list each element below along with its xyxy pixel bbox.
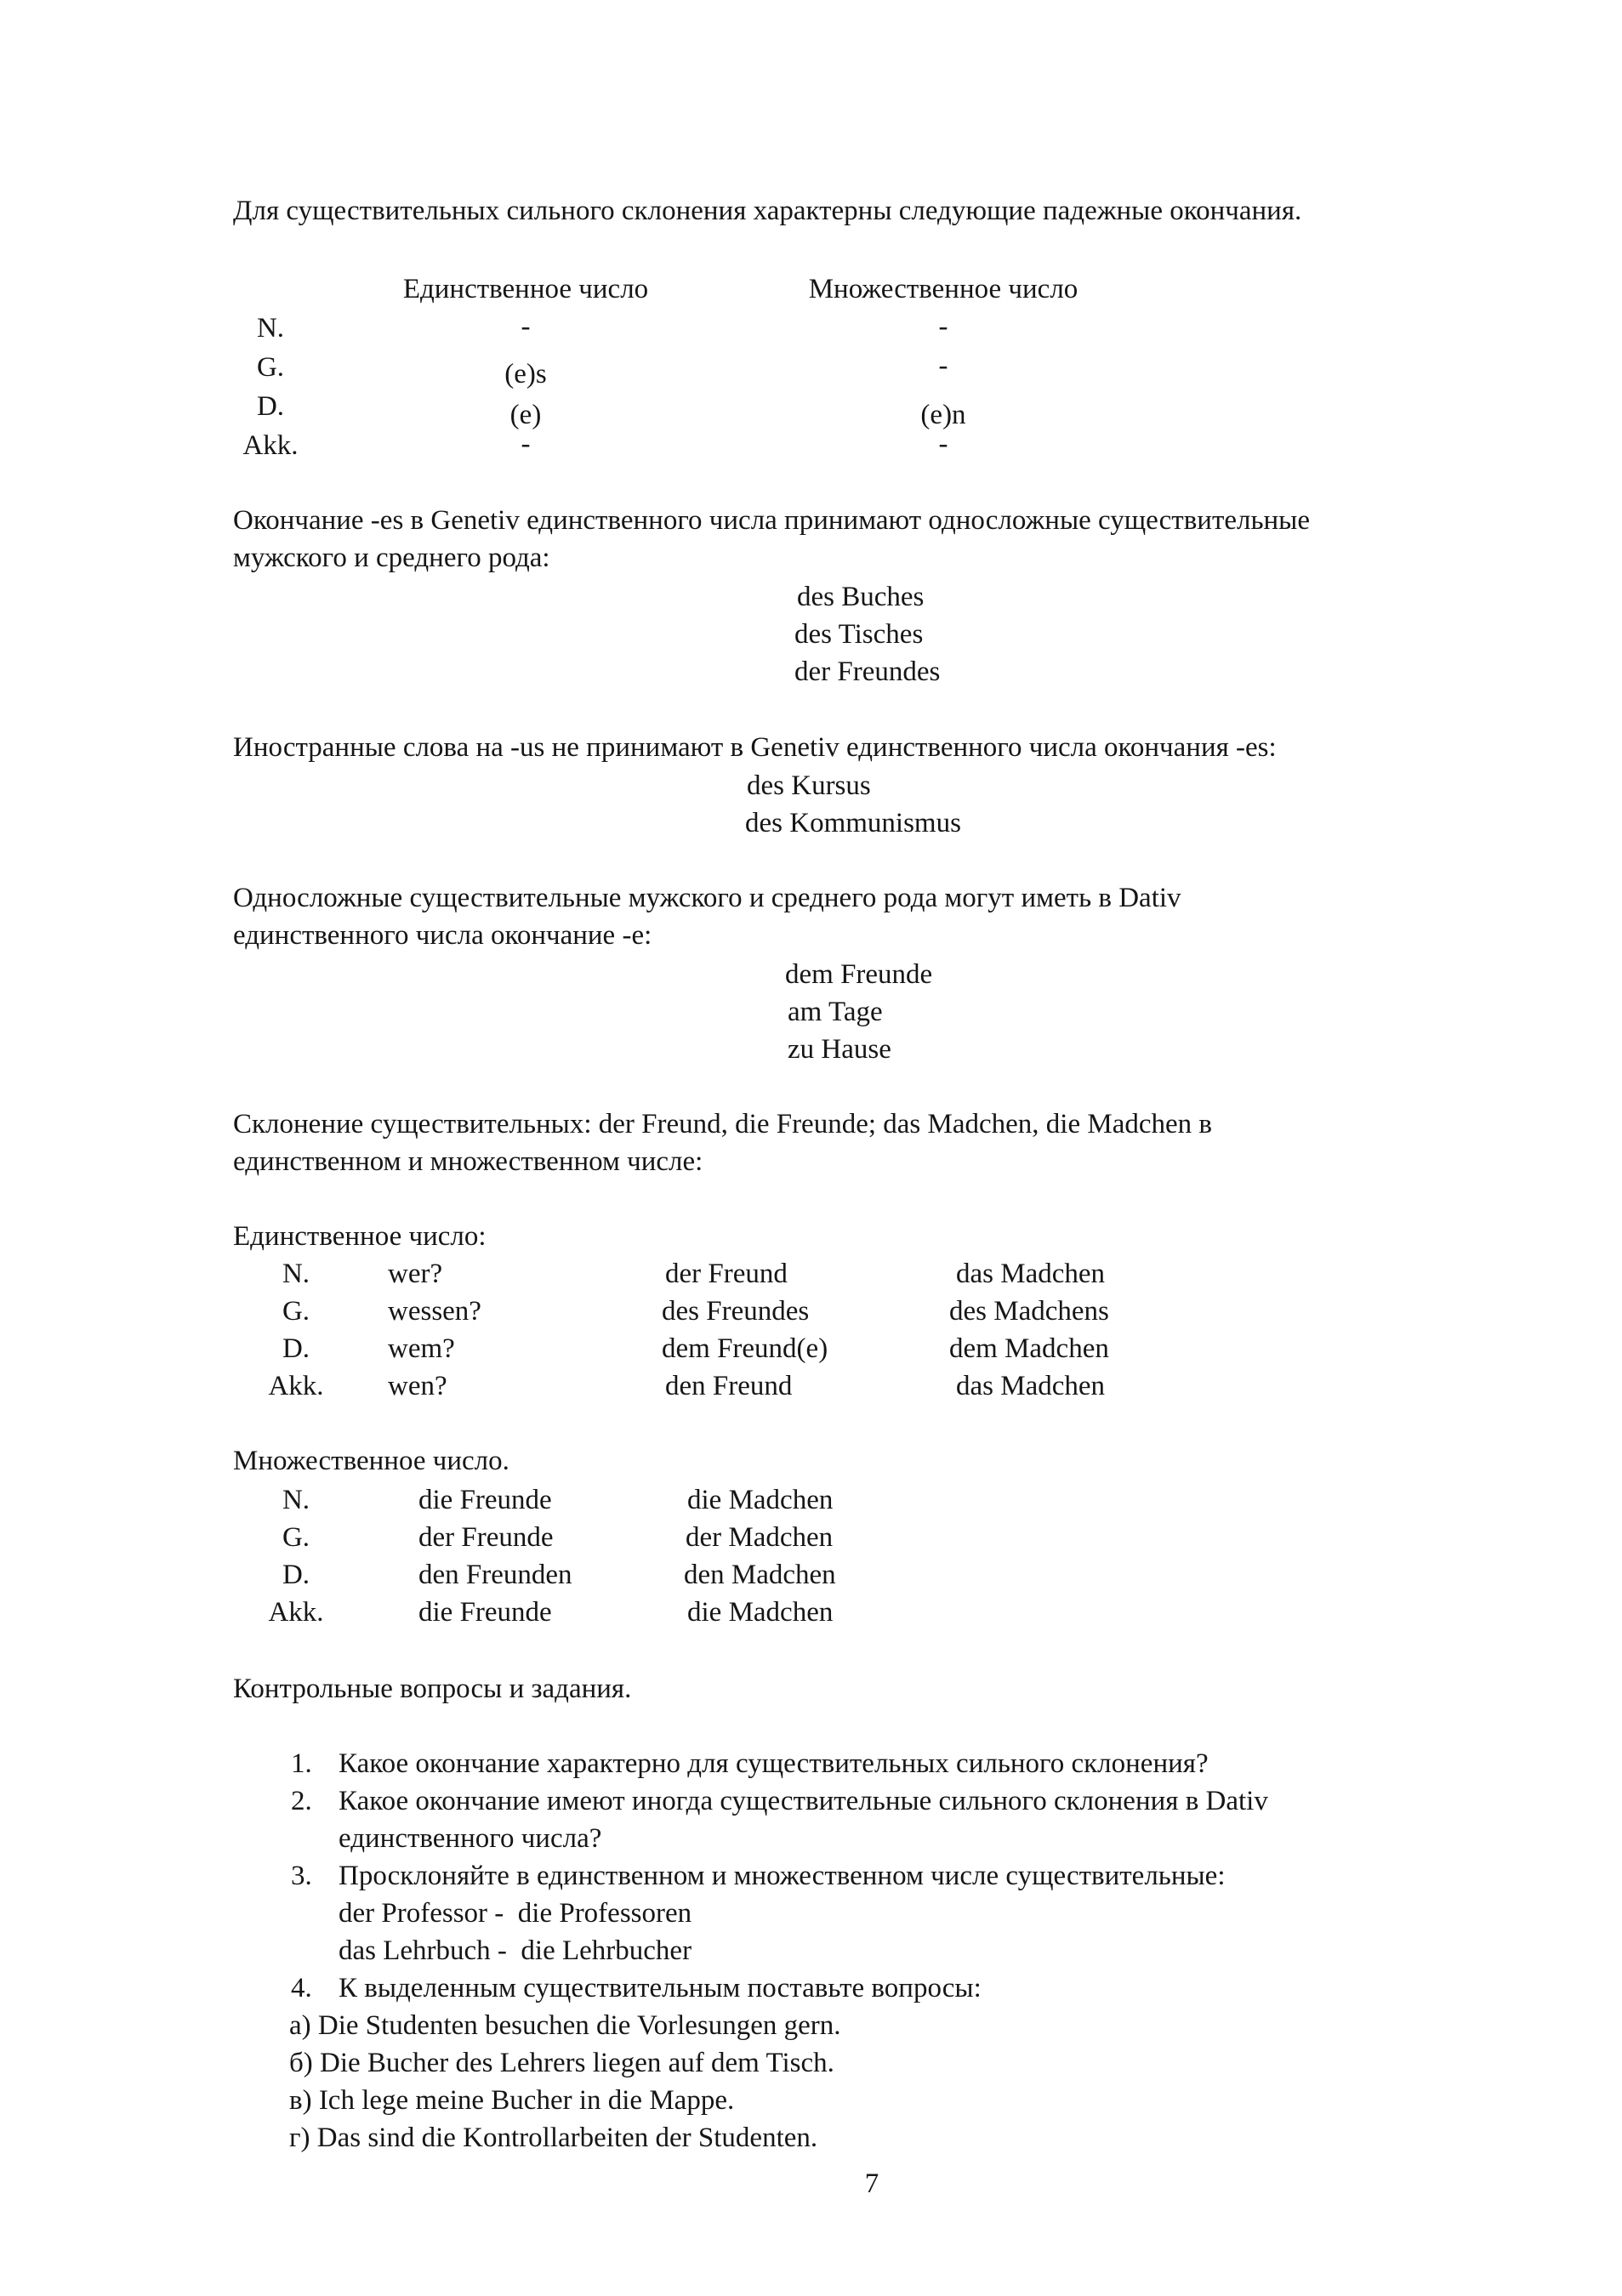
endings-singular-cell: - bbox=[521, 429, 531, 459]
neuter-form: den Madchen bbox=[684, 1560, 836, 1590]
endings-plural-cell: - bbox=[938, 429, 948, 459]
question-word: wem? bbox=[388, 1333, 455, 1364]
masculine-form: der Freunde bbox=[418, 1522, 554, 1553]
masculine-form: den Freunden bbox=[418, 1560, 572, 1590]
endings-case: N. bbox=[256, 313, 285, 344]
question-text-cont: das Lehrbuch - die Lehrbucher bbox=[339, 1935, 692, 1966]
neuter-form: das Madchen bbox=[956, 1371, 1106, 1401]
question-text: К выделенным существительным поставьте вопросы: bbox=[339, 1973, 982, 2003]
declension-intro: Склонение существительных: der Freund, die Freunde; das Madchen, die Madchen в bbox=[233, 1109, 1212, 1139]
exercise-item: в) Ich lege meine Bucher in die Mappe. bbox=[289, 2085, 735, 2116]
exercise-item: б) Die Bucher des Lehrers liegen auf dem Tisch. bbox=[289, 2048, 834, 2078]
case-label: G. bbox=[282, 1522, 310, 1553]
endings-header-plural: Множественное число bbox=[808, 274, 1078, 304]
case-label: D. bbox=[282, 1560, 310, 1590]
case-label: D. bbox=[282, 1333, 310, 1364]
neuter-form: der Madchen bbox=[686, 1522, 834, 1553]
masculine-form: dem Freund(e) bbox=[662, 1333, 828, 1364]
endings-singular-cell: (e)s bbox=[504, 359, 547, 389]
question-number: 3. bbox=[291, 1861, 312, 1891]
rule-us-text: Иностранные слова на -us не принимают в Genetiv единственного числа окончания -es: bbox=[233, 732, 1277, 763]
neuter-form: die Madchen bbox=[687, 1597, 834, 1628]
example-line: des Kursus bbox=[747, 770, 871, 801]
question-word: wer? bbox=[388, 1259, 443, 1289]
exercise-item: г) Das sind die Kontrollarbeiten der Studenten. bbox=[289, 2123, 818, 2153]
endings-singular-cell: - bbox=[521, 311, 531, 342]
page-number: 7 bbox=[864, 2168, 879, 2199]
question-word: wessen? bbox=[388, 1296, 481, 1327]
singular-title: Единственное число: bbox=[233, 1221, 487, 1252]
endings-header-singular: Единственное число bbox=[402, 274, 649, 304]
question-number: 2. bbox=[291, 1786, 312, 1816]
question-number: 1. bbox=[291, 1748, 312, 1779]
example-line: des Kommunismus bbox=[745, 808, 961, 838]
example-line: zu Hause bbox=[788, 1034, 891, 1065]
endings-singular-cell: (e) bbox=[509, 400, 542, 430]
declension-intro-cont: единственном и множественном числе: bbox=[233, 1146, 703, 1177]
masculine-form: die Freunde bbox=[418, 1597, 552, 1628]
masculine-form: der Freund bbox=[665, 1259, 788, 1289]
example-line: am Tage bbox=[788, 997, 883, 1027]
endings-plural-cell: - bbox=[938, 350, 948, 381]
question-text: Просклоняйте в единственном и множественном числе существительные: bbox=[339, 1861, 1226, 1891]
neuter-form: die Madchen bbox=[687, 1485, 834, 1515]
case-label: G. bbox=[282, 1296, 310, 1327]
question-number: 4. bbox=[291, 1973, 312, 2003]
example-line: dem Freunde bbox=[785, 959, 933, 990]
question-text-cont: единственного числа? bbox=[339, 1823, 602, 1854]
neuter-form: dem Madchen bbox=[949, 1333, 1109, 1364]
case-label: Akk. bbox=[268, 1371, 324, 1401]
endings-plural-cell: (e)n bbox=[920, 400, 966, 430]
question-word: wen? bbox=[388, 1371, 447, 1401]
neuter-form: des Madchens bbox=[949, 1296, 1109, 1327]
masculine-form: des Freundes bbox=[662, 1296, 810, 1327]
plural-title: Множественное число. bbox=[233, 1446, 509, 1476]
case-label: Akk. bbox=[268, 1597, 324, 1628]
question-text: Какое окончание характерно для существительных сильного склонения? bbox=[339, 1748, 1209, 1779]
example-line: der Freundes bbox=[794, 656, 941, 687]
neuter-form: das Madchen bbox=[956, 1259, 1106, 1289]
intro-paragraph: Для существительных сильного склонения характерны следующие падежные окончания. bbox=[233, 196, 1302, 226]
masculine-form: die Freunde bbox=[418, 1485, 552, 1515]
case-label: N. bbox=[282, 1259, 310, 1289]
example-line: des Tisches bbox=[794, 619, 924, 650]
masculine-form: den Freund bbox=[665, 1371, 793, 1401]
endings-plural-cell: - bbox=[938, 311, 948, 342]
rule-es-text-cont: мужского и среднего рода: bbox=[233, 543, 550, 573]
question-text-cont: der Professor - die Professoren bbox=[339, 1898, 692, 1929]
endings-case: G. bbox=[256, 352, 285, 383]
exercise-item: а) Die Studenten besuchen die Vorlesungen gern. bbox=[289, 2010, 841, 2041]
rule-dativ-text-cont: единственного числа окончание -e: bbox=[233, 920, 652, 951]
rule-es-text: Окончание -es в Genetiv единственного числа принимают односложные существительные bbox=[233, 505, 1311, 536]
questions-title: Контрольные вопросы и задания. bbox=[233, 1674, 632, 1704]
endings-case: Akk. bbox=[242, 430, 299, 461]
rule-dativ-text: Односложные существительные мужского и среднего рода могут иметь в Dativ bbox=[233, 883, 1181, 913]
example-line: des Buches bbox=[797, 582, 925, 612]
question-text: Какое окончание имеют иногда существительные сильного склонения в Dativ bbox=[339, 1786, 1268, 1816]
endings-case: D. bbox=[256, 391, 285, 422]
case-label: N. bbox=[282, 1485, 310, 1515]
